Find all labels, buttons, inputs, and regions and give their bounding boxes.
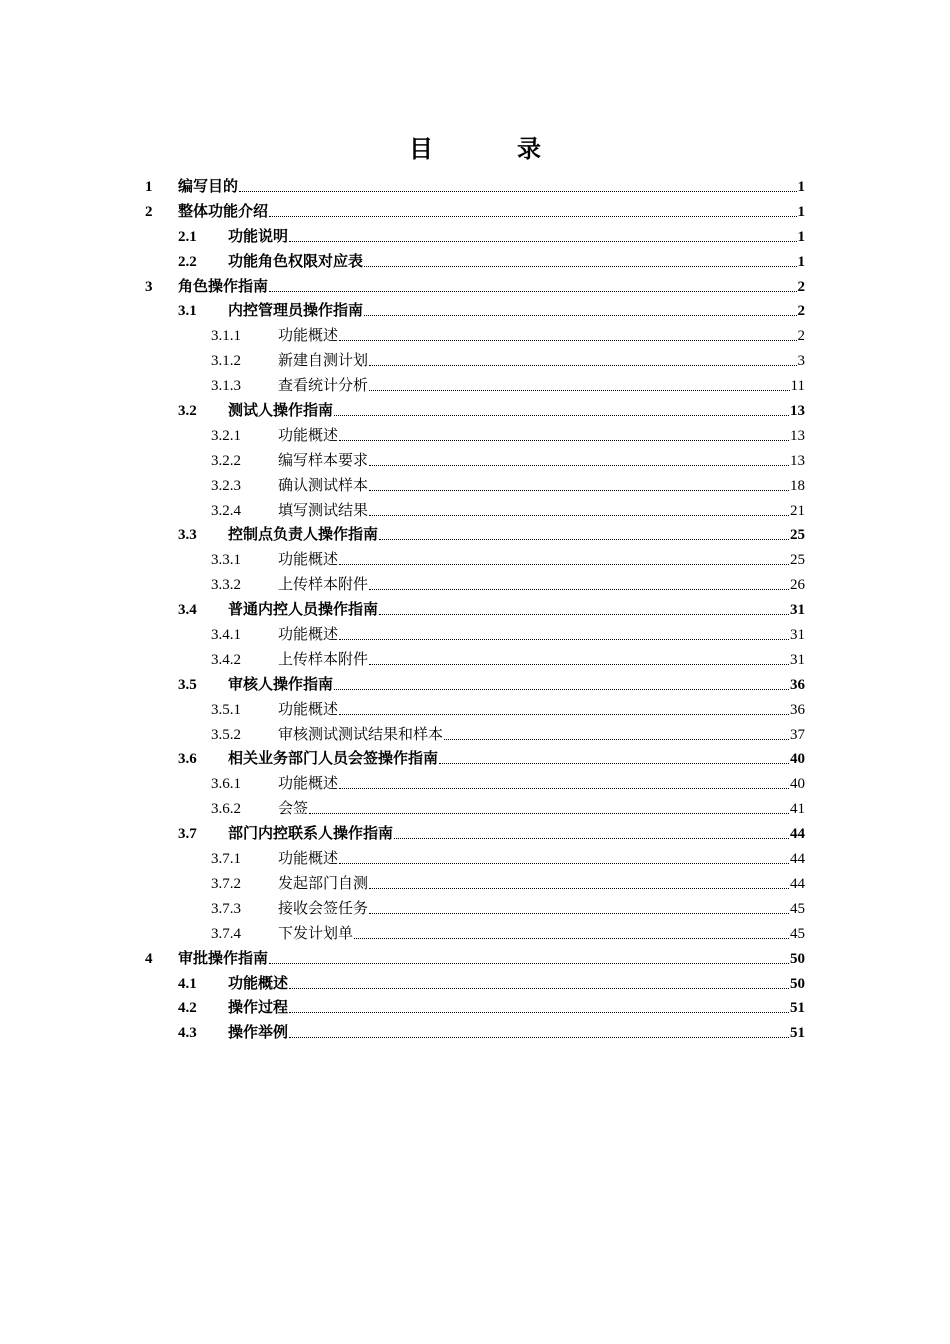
toc-entry-title: 角色操作指南 (178, 278, 269, 295)
toc-entry-page-number: 25 (790, 552, 805, 569)
toc-entry[interactable] (0, 499, 950, 524)
toc-entry-title: 功能概述 (278, 552, 339, 569)
toc-entry-page-number: 45 (790, 900, 805, 917)
toc-entry-page-number: 50 (790, 975, 805, 992)
toc-entry-title: 功能概述 (278, 701, 339, 718)
toc-entry-title: 填写测试结果 (278, 502, 369, 519)
toc-entry-title: 功能概述 (228, 975, 289, 992)
toc-entry-number: 3.3.2 (211, 577, 241, 594)
toc-entry-line (228, 975, 805, 993)
toc-entry-number: 3.6.2 (211, 801, 241, 818)
toc-entry-line (278, 551, 805, 569)
toc-entry-number: 4.2 (178, 1000, 197, 1017)
toc-dot-leader (364, 315, 796, 316)
toc-entry[interactable] (0, 723, 950, 748)
toc-entry-title: 新建自测计划 (278, 353, 369, 370)
toc-entry-page-number: 44 (790, 851, 805, 868)
toc-entry-page-number: 31 (790, 602, 805, 619)
toc-entry-number: 3.1.3 (211, 378, 241, 395)
toc-entry-line (228, 1024, 805, 1042)
toc-dot-leader (369, 390, 790, 391)
toc-entry-line (228, 999, 805, 1017)
toc-entry-line (228, 253, 805, 271)
table-of-contents (0, 175, 950, 1046)
toc-entry-line (228, 825, 805, 843)
toc-dot-leader (309, 813, 789, 814)
toc-entry-page-number: 45 (790, 925, 805, 942)
toc-entry-line (278, 427, 805, 445)
toc-entry-title: 操作举例 (228, 1025, 289, 1042)
toc-entry-title: 功能概述 (278, 427, 339, 444)
toc-entry-line (228, 302, 805, 320)
toc-entry-page-number: 40 (790, 751, 805, 768)
toc-entry-line (178, 278, 805, 296)
toc-entry-page-number: 44 (790, 826, 805, 843)
toc-entry-title: 功能角色权限对应表 (228, 253, 364, 270)
toc-entry-line (178, 203, 805, 221)
toc-dot-leader (289, 1012, 789, 1013)
toc-entry[interactable] (0, 200, 950, 225)
toc-entry[interactable] (0, 225, 950, 250)
toc-entry[interactable] (0, 897, 950, 922)
toc-entry-number: 1 (145, 179, 153, 195)
toc-dot-leader (369, 515, 789, 516)
toc-entry-number: 3.7.1 (211, 851, 241, 868)
toc-entry-title: 查看统计分析 (278, 378, 369, 395)
toc-entry-title: 部门内控联系人操作指南 (228, 826, 394, 843)
toc-entry-line (228, 750, 805, 768)
toc-entry-number: 3.1.2 (211, 353, 241, 370)
toc-entry-number: 3.7.2 (211, 875, 241, 892)
toc-entry-page-number: 36 (790, 676, 805, 693)
toc-entry-number: 3.5 (178, 676, 197, 693)
toc-entry-number: 3.2 (178, 403, 197, 420)
toc-dot-leader (369, 490, 789, 491)
toc-dot-leader (439, 763, 789, 764)
toc-dot-leader (379, 614, 789, 615)
toc-entry-page-number: 25 (790, 527, 805, 544)
toc-dot-leader (369, 465, 789, 466)
toc-entry-page-number: 13 (790, 403, 805, 420)
toc-entry-page-number: 13 (790, 452, 805, 469)
toc-entry-number: 3.7.3 (211, 900, 241, 917)
toc-entry-line (278, 377, 805, 395)
toc-dot-leader (269, 291, 796, 292)
toc-entry-line (278, 626, 805, 644)
toc-entry-number: 4.1 (178, 975, 197, 992)
toc-entry-number: 3.2.4 (211, 502, 241, 519)
toc-entry-title: 功能说明 (228, 228, 289, 245)
toc-entry[interactable] (0, 598, 950, 623)
toc-entry-title: 功能概述 (278, 328, 339, 345)
toc-entry-title: 接收会签任务 (278, 900, 369, 917)
toc-entry[interactable] (0, 275, 950, 300)
toc-entry-page-number: 1 (797, 253, 805, 270)
toc-entry[interactable] (0, 872, 950, 897)
toc-entry-number: 3.2.1 (211, 427, 241, 444)
toc-entry-title: 会签 (278, 801, 309, 818)
toc-entry-line (278, 850, 805, 868)
toc-entry-page-number: 51 (790, 1000, 805, 1017)
toc-entry-number: 3.4 (178, 602, 197, 619)
toc-entry-title: 编写样本要求 (278, 452, 369, 469)
toc-dot-leader (379, 539, 789, 540)
toc-entry-page-number: 11 (790, 378, 805, 395)
toc-entry-title: 测试人操作指南 (228, 403, 334, 420)
toc-entry-page-number: 41 (790, 801, 805, 818)
toc-dot-leader (369, 888, 789, 889)
toc-entry-number: 3.4.1 (211, 627, 241, 644)
toc-entry-title: 审核测试测试结果和样本 (278, 726, 444, 743)
toc-dot-leader (369, 664, 789, 665)
toc-title: 目 录 (409, 137, 571, 163)
toc-entry[interactable] (0, 399, 950, 424)
toc-entry[interactable] (0, 449, 950, 474)
toc-entry-line (228, 228, 805, 246)
toc-entry[interactable] (0, 548, 950, 573)
toc-entry-title: 操作过程 (228, 1000, 289, 1017)
toc-entry-page-number: 3 (797, 353, 805, 370)
toc-entry[interactable] (0, 772, 950, 797)
toc-entry[interactable] (0, 374, 950, 399)
toc-entry-line (278, 701, 805, 719)
toc-entry-line (278, 651, 805, 669)
toc-entry-page-number: 2 (797, 303, 805, 320)
toc-entry-line (278, 327, 805, 345)
toc-entry-title: 功能概述 (278, 776, 339, 793)
toc-entry-page-number: 13 (790, 427, 805, 444)
toc-entry-line (278, 925, 805, 943)
toc-entry[interactable] (0, 299, 950, 324)
toc-entry-number: 3.6.1 (211, 776, 241, 793)
toc-entry-page-number: 44 (790, 875, 805, 892)
toc-entry-number: 4.3 (178, 1025, 197, 1042)
toc-entry-page-number: 18 (790, 477, 805, 494)
toc-entry-page-number: 40 (790, 776, 805, 793)
toc-entry-number: 3.7 (178, 826, 197, 843)
toc-entry[interactable] (0, 972, 950, 997)
toc-entry-page-number: 2 (797, 328, 805, 345)
toc-entry[interactable] (0, 747, 950, 772)
toc-entry-page-number: 36 (790, 701, 805, 718)
toc-entry-number: 2 (145, 203, 153, 220)
toc-entry-number: 3.2.3 (211, 477, 241, 494)
toc-entry-number: 2.2 (178, 253, 197, 270)
toc-entry-number: 3.6 (178, 751, 197, 768)
toc-entry-title: 下发计划单 (278, 925, 354, 942)
toc-entry-page-number: 31 (790, 627, 805, 644)
toc-entry-number: 4 (145, 950, 153, 967)
toc-entry-title: 上传样本附件 (278, 577, 369, 594)
toc-entry-title: 编写目的 (178, 179, 239, 195)
toc-dot-leader (369, 589, 789, 590)
toc-entry-line (178, 950, 805, 968)
toc-entry-line (228, 601, 805, 619)
toc-entry-line (278, 477, 805, 495)
toc-entry-title: 整体功能介绍 (178, 203, 269, 220)
toc-entry[interactable] (0, 349, 950, 374)
toc-entry[interactable] (0, 698, 950, 723)
toc-entry-line (228, 402, 805, 420)
toc-entry-number: 3.3.1 (211, 552, 241, 569)
toc-entry[interactable] (0, 673, 950, 698)
toc-dot-leader (339, 863, 789, 864)
toc-entry-line (278, 775, 805, 793)
toc-dot-leader (339, 440, 789, 441)
toc-dot-leader (289, 1037, 789, 1038)
toc-dot-leader (289, 241, 796, 242)
toc-dot-leader (444, 739, 789, 740)
toc-entry[interactable] (0, 1021, 950, 1046)
toc-entry[interactable] (0, 175, 950, 200)
toc-entry-number: 3.1 (178, 303, 197, 320)
toc-entry-number: 3.3 (178, 527, 197, 544)
toc-dot-leader (364, 266, 796, 267)
toc-dot-leader (369, 365, 796, 366)
toc-entry[interactable] (0, 523, 950, 548)
toc-entry-title: 内控管理员操作指南 (228, 303, 364, 320)
toc-entry[interactable] (0, 324, 950, 349)
toc-entry-number: 3 (145, 278, 153, 295)
toc-entry-page-number: 50 (790, 950, 805, 967)
toc-entry-title: 相关业务部门人员会签操作指南 (228, 751, 439, 768)
toc-entry-page-number: 1 (797, 203, 805, 220)
toc-entry-number: 3.5.2 (211, 726, 241, 743)
toc-entry-title: 发起部门自测 (278, 875, 369, 892)
toc-entry-line (278, 800, 805, 818)
toc-entry[interactable] (0, 623, 950, 648)
toc-dot-leader (354, 938, 789, 939)
toc-entry[interactable] (0, 922, 950, 947)
toc-entry[interactable] (0, 424, 950, 449)
toc-entry-line (278, 352, 805, 370)
toc-dot-leader (269, 216, 796, 217)
toc-entry-number: 3.4.2 (211, 651, 241, 668)
toc-dot-leader (339, 639, 789, 640)
toc-entry[interactable] (0, 847, 950, 872)
toc-entry-title: 功能概述 (278, 851, 339, 868)
toc-entry-page-number: 1 (797, 228, 805, 245)
toc-entry-line (278, 452, 805, 470)
toc-entry-number: 3.1.1 (211, 328, 241, 345)
toc-entry-line (278, 502, 805, 520)
toc-dot-leader (334, 689, 789, 690)
toc-entry-number: 3.2.2 (211, 452, 241, 469)
toc-dot-leader (289, 988, 789, 989)
toc-entry-title: 控制点负责人操作指南 (228, 527, 379, 544)
toc-entry-number: 3.5.1 (211, 701, 241, 718)
toc-entry[interactable] (0, 822, 950, 847)
toc-entry-line (278, 875, 805, 893)
toc-entry-title: 功能概述 (278, 627, 339, 644)
toc-entry[interactable] (0, 996, 950, 1021)
toc-entry-page-number: 21 (790, 502, 805, 519)
toc-entry[interactable] (0, 648, 950, 673)
toc-entry-title: 审批操作指南 (178, 950, 269, 967)
toc-dot-leader (269, 963, 789, 964)
toc-entry-title: 审核人操作指南 (228, 676, 334, 693)
toc-entry-line (228, 526, 805, 544)
toc-entry-page-number: 2 (797, 278, 805, 295)
toc-entry-title: 普通内控人员操作指南 (228, 602, 379, 619)
toc-entry-line (278, 576, 805, 594)
toc-dot-leader (339, 714, 789, 715)
toc-entry-page-number: 37 (790, 726, 805, 743)
toc-dot-leader (394, 838, 789, 839)
toc-entry-page-number: 51 (790, 1025, 805, 1042)
toc-dot-leader (239, 191, 796, 192)
toc-entry[interactable] (0, 474, 950, 499)
toc-dot-leader (339, 564, 789, 565)
toc-dot-leader (339, 788, 789, 789)
toc-entry-page-number: 26 (790, 577, 805, 594)
toc-entry-page-number: 31 (790, 651, 805, 668)
toc-entry[interactable] (0, 947, 950, 972)
toc-entry-line (178, 178, 805, 196)
toc-entry-line (228, 676, 805, 694)
toc-entry-number: 2.1 (178, 228, 197, 245)
toc-entry-page-number: 1 (797, 179, 805, 195)
toc-entry[interactable] (0, 797, 950, 822)
toc-entry-title: 确认测试样本 (278, 477, 369, 494)
toc-dot-leader (339, 340, 796, 341)
toc-entry-number: 3.7.4 (211, 925, 241, 942)
toc-entry-title: 上传样本附件 (278, 651, 369, 668)
toc-entry-line (278, 900, 805, 918)
toc-entry[interactable] (0, 573, 950, 598)
toc-entry-line (278, 726, 805, 744)
toc-entry[interactable] (0, 250, 950, 275)
toc-dot-leader (369, 913, 789, 914)
toc-dot-leader (334, 415, 789, 416)
